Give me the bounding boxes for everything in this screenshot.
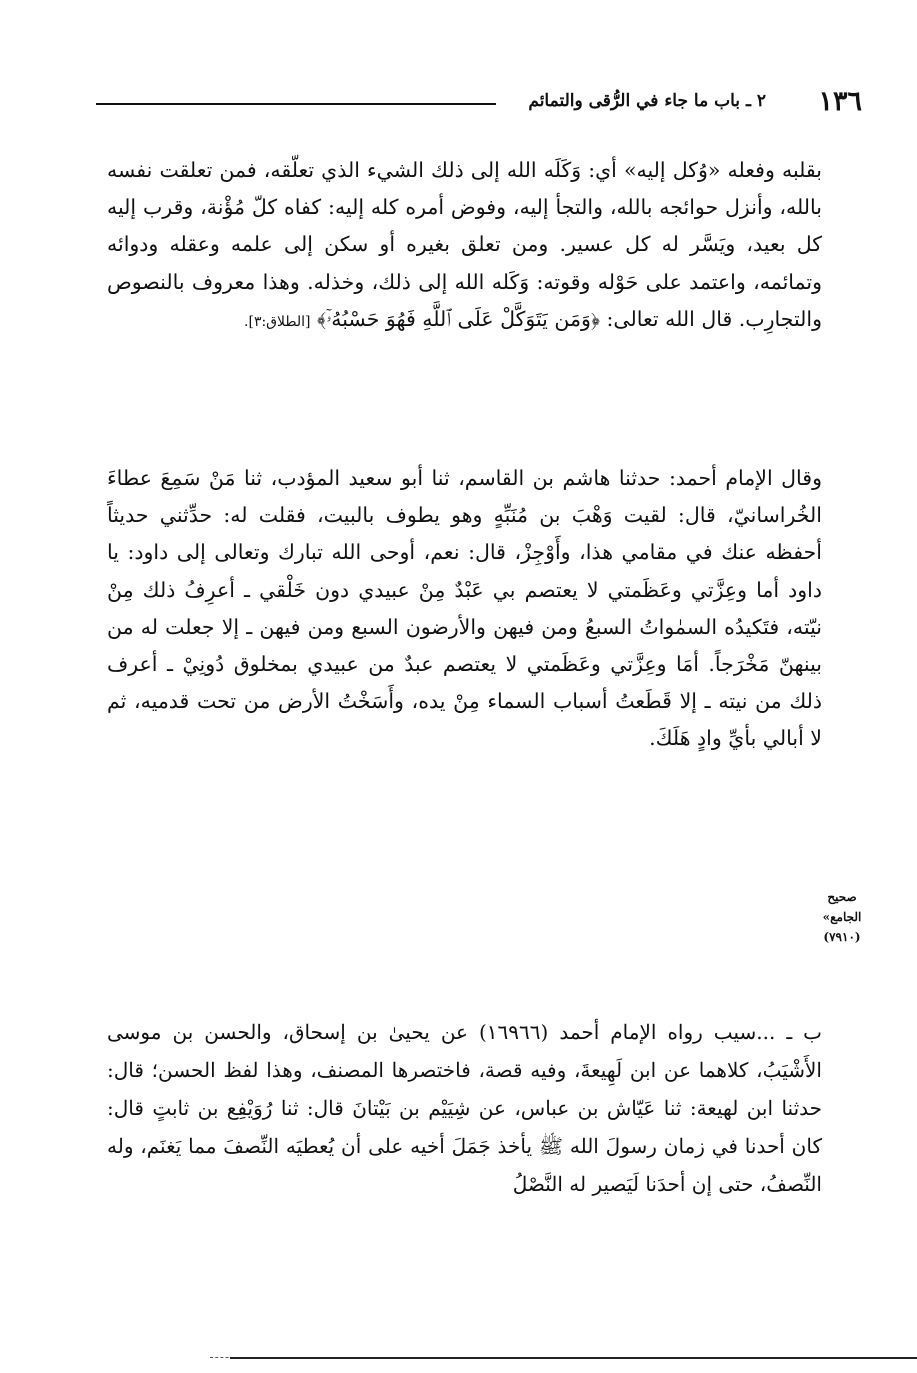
paragraph-2-text: وقال الإمام أحمد: حدثنا هاشم بن القاسم، ثنا أبو سعيد المؤدب، ثنا مَنْ سَمِعَ عطاءَ الخُراسانيّ، قال: لقيت وَهْبَ بن مُنَبِّهٍ وهو يطوف بالبيت، فقلت له: حدِّثني حديثاً أحفظه عنك في مقامي هذا، وأَوْجِزْ، قال: نعم، أوحى الله تبارك وتعالى إلى داود: يا داود أما وعِزَّتي وعَظَمتي لا يعتصم بي عَبْدٌ مِنْ عبيدي دون خَلْقي ـ أعرِفُ ذلك مِنْ نيّته، فتَكيدُه السمٰواتُ السبعُ ومن فيهن والأرضون السبع ومن فيهن ـ إلا جعلت له من بينهنّ مَخْرَجاً. أمَا وعِزَّتي وعَظَمتي لا يعتصم عبدٌ من عبيدي بمخلوق دُونِيْ ـ أعرف ذلك من نيته ـ إلا قَطَعتُ أسباب السماء مِنْ يده، وأَسَخْتُ الأرض من تحت قدميه، ثم لا أبالي بأيِّ وادٍ هَلَكَ. — [107, 466, 822, 751]
footnote-text: ب ـ ...سيب رواه الإمام أحمد (١٦٩٦٦) عن يحيىٰ بن إسحاق، والحسن بن موسى الأَشْيَبُ، كلاهما عن ابن لَهِيعةَ، وفيه قصة، فاختصرها المصنف، وهذا لفظ الحسن؛ قال: حدثنا ابن لهيعة: ثنا عَيّاش بن عباس، عن شِيَيْم بن بَيْتانَ قال: ثنا رُوَيْفِع بن ثابتٍ قال: كان أحدنا في زمان رسولَ الله ﷺ يأخذ جَمَلَ أخيه على أن يُعطيَه النِّصفَ مما يَغنَم، وله النِّصفُ، حتى إن أحدَنا لَيَصير له النَّصْلُ — [107, 1020, 823, 1196]
paragraph-1 — [107, 152, 822, 341]
margin-note-line-2: الجامع» — [822, 910, 862, 924]
footer-rule — [230, 1357, 917, 1359]
page-header — [96, 82, 862, 122]
running-title: ٢ ـ باب ما جاء في الرُّقى والتمائم — [528, 91, 766, 111]
paragraph-2 — [107, 460, 822, 758]
page-number: ١٣٦ — [818, 86, 862, 117]
paragraph-1-text: بقلبه وفعله «وُكل إليه» أي: وَكَلَه الله إلى ذلك الشيء الذي تعلّقه، فمن تعلقت نفسه بالله، وأنزل حوائجه بالله، والتجأ إليه، وفوض أمره كله إليه: كفاه كلّ مُؤْنة، وقرب إليه كل بعيد، ويَسَّر له كل عسير. ومن تعلق بغيره أو سكن إلى علمه وعقله ودوائه وتمائمه، واعتمد على حَوْله وقوته: وَكَله الله إلى ذلك، وخذله. وهذا معروف بالنصوص والتجارِب. قال الله تعالى: ﴿وَمَن يَتَوَكَّلْ عَلَى ٱللَّهِ فَهُوَ حَسْبُهُۥٓ﴾ — [107, 158, 822, 331]
header-rule — [96, 103, 496, 105]
margin-note-line-3: (٧٩١٠) — [823, 930, 861, 944]
margin-note-line-1: صحيح — [827, 890, 857, 904]
margin-note — [812, 887, 872, 947]
footnote — [107, 1013, 822, 1203]
quran-reference: [الطلاق:٣]. — [244, 313, 311, 330]
